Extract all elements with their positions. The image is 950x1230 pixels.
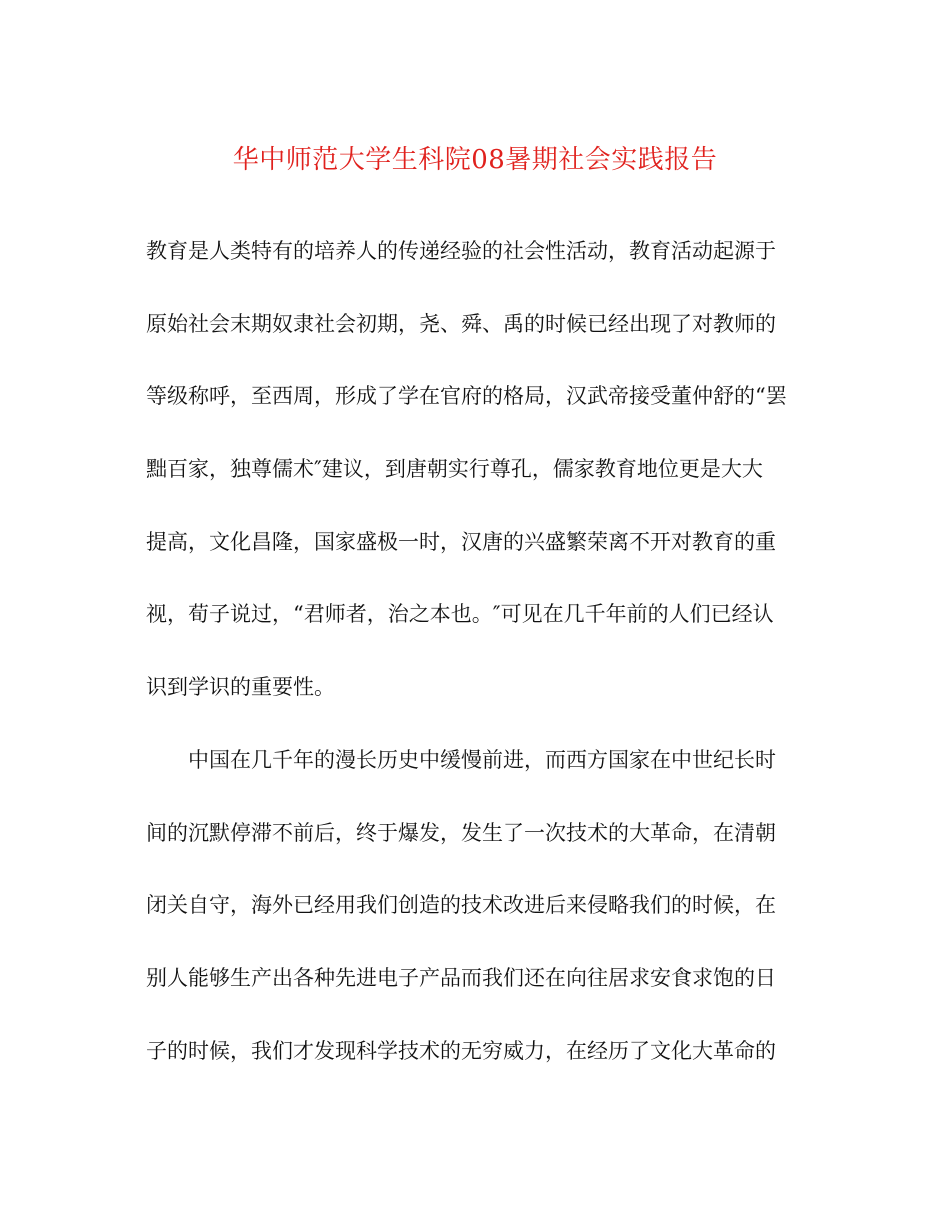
text-line: 间的沉默停滞不前后，终于爆发，发生了一次技术的大革命，在清朝 bbox=[146, 820, 776, 845]
text-line: 闭关自守，海外已经用我们创造的技术改进后来侵略我们的时候，在 bbox=[146, 893, 776, 918]
text-line: 识到学识的重要性。 bbox=[146, 675, 335, 700]
document-body bbox=[146, 215, 806, 1087]
text-line: 教育是人类特有的培养人的传递经验的社会性活动，教育活动起源于 bbox=[146, 239, 776, 263]
text-line: 提高，文化昌隆，国家盛极一时，汉唐的兴盛繁荣离不开对教育的重 bbox=[146, 529, 776, 554]
text-line: 别人能够生产出各种先进电子产品而我们还在向往居求安食求饱的日 bbox=[146, 965, 776, 990]
paragraph-start-line: 中国在几千年的漫长历史中缓慢前进，而西方国家在中世纪长时 bbox=[188, 747, 776, 772]
document-title: 华中师范大学生科院08暑期社会实践报告 bbox=[232, 145, 718, 175]
text-line: 子的时候，我们才发现科学技术的无穷威力，在经历了文化大革命的 bbox=[146, 1038, 776, 1063]
text-line: 等级称呼，至西周，形成了学在官府的格局，汉武帝接受董仲舒的“罢 bbox=[146, 384, 787, 409]
text-line: 黜百家，独尊儒术″建议，到唐朝实行尊孔，儒家教育地位更是大大 bbox=[146, 457, 763, 482]
text-line: 视，荀子说过，“君师者，治之本也。″可见在几千年前的人们已经认 bbox=[146, 602, 774, 627]
text-line: 原始社会末期奴隶社会初期，尧、舜、禹的时候已经出现了对教师的 bbox=[146, 311, 776, 336]
